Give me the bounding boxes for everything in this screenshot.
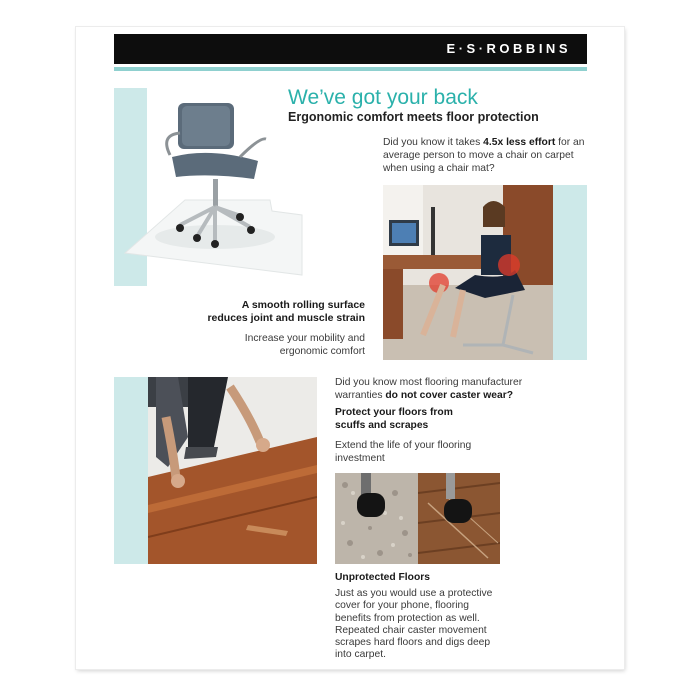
smooth-surface-heading-line2: reduces joint and muscle strain [207, 312, 365, 324]
warranty-fact-emphasis: do not cover caster wear? [385, 390, 513, 401]
unprotected-floors-text: Just as you would use a protective cover for your phone, flooring benefits from protection as well. Repeated chair caster movement scrapes hard floors and digs deep into carpet. [335, 588, 493, 661]
effort-fact-prefix: Did you know it takes [383, 137, 481, 148]
hardwood-caster-photo [418, 473, 500, 564]
accent-rule [114, 67, 587, 71]
chair-on-mat-image [120, 95, 310, 285]
teal-panel [114, 377, 148, 564]
warranty-fact-prefix: Did you know most flooring manufacturer warranties [335, 377, 523, 401]
smooth-surface-heading [180, 299, 365, 325]
smooth-surface-heading-line1: A smooth rolling surface [241, 299, 365, 311]
protect-floors-heading-line1: Protect your floors from [335, 407, 453, 418]
carpet-caster-photo [335, 473, 418, 564]
extend-life-text-line1: Extend the life of your flooring [335, 440, 472, 451]
effort-fact-emphasis: 4.5x less effort [483, 137, 556, 148]
mobility-text [180, 332, 365, 358]
extend-life-text-line2: investment [335, 453, 385, 464]
page-subtitle: Ergonomic comfort meets floor protection [288, 110, 539, 124]
office-worker-photo [383, 185, 553, 360]
brand-bar [114, 34, 587, 64]
teal-panel [553, 185, 587, 360]
unprotected-floors-heading: Unprotected Floors [335, 572, 430, 583]
brand-logo: E·S·ROBBINS [446, 41, 571, 56]
warranty-fact [335, 376, 550, 402]
protect-floors-heading [335, 406, 550, 432]
page-title: We’ve got your back [288, 86, 478, 109]
flooring-install-photo [148, 377, 317, 564]
mobility-text-line2: ergonomic comfort [279, 346, 365, 357]
effort-fact [383, 136, 588, 175]
extend-life-text [335, 439, 550, 465]
mobility-text-line1: Increase your mobility and [244, 333, 365, 344]
protect-floors-heading-line2: scuffs and scrapes [335, 420, 429, 431]
effort-fact-suffix: for an average person to move a chair on carpet when using a chair mat? [383, 137, 585, 174]
